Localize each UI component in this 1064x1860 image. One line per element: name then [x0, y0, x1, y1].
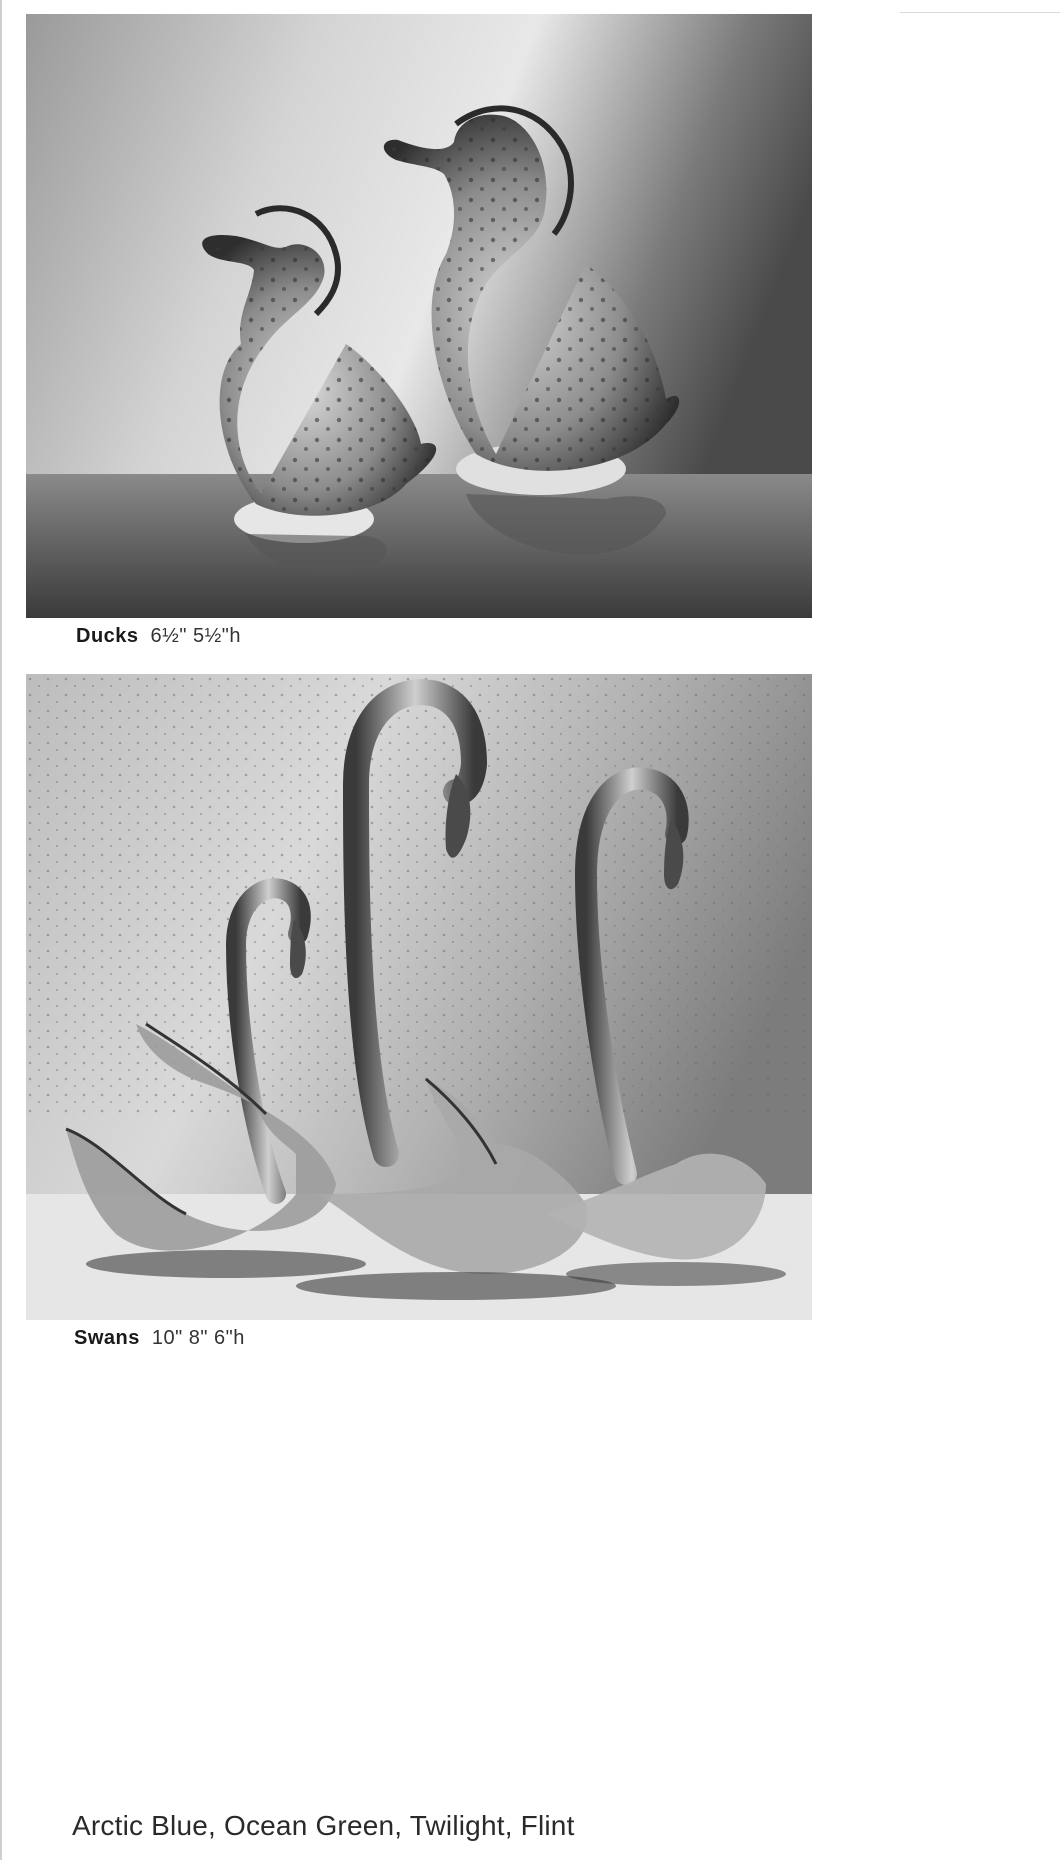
swans-name: Swans — [74, 1327, 140, 1349]
ducks-photo — [26, 14, 812, 618]
ducks-name: Ducks — [76, 625, 139, 647]
glass-ducks-photo-icon — [26, 14, 812, 618]
swans-photo — [26, 674, 812, 1320]
swans-dimensions: 10" 8" 6"h — [151, 1327, 245, 1349]
ducks-caption — [76, 625, 241, 648]
top-rule — [900, 12, 1060, 13]
ducks-dimensions: 6½" 5½"h — [150, 625, 242, 647]
page-edge — [0, 0, 2, 1860]
glass-swans-photo-icon — [26, 674, 812, 1320]
colour-options-line: Arctic Blue, Ocean Green, Twilight, Flint — [72, 1810, 575, 1841]
swans-caption — [74, 1327, 245, 1350]
